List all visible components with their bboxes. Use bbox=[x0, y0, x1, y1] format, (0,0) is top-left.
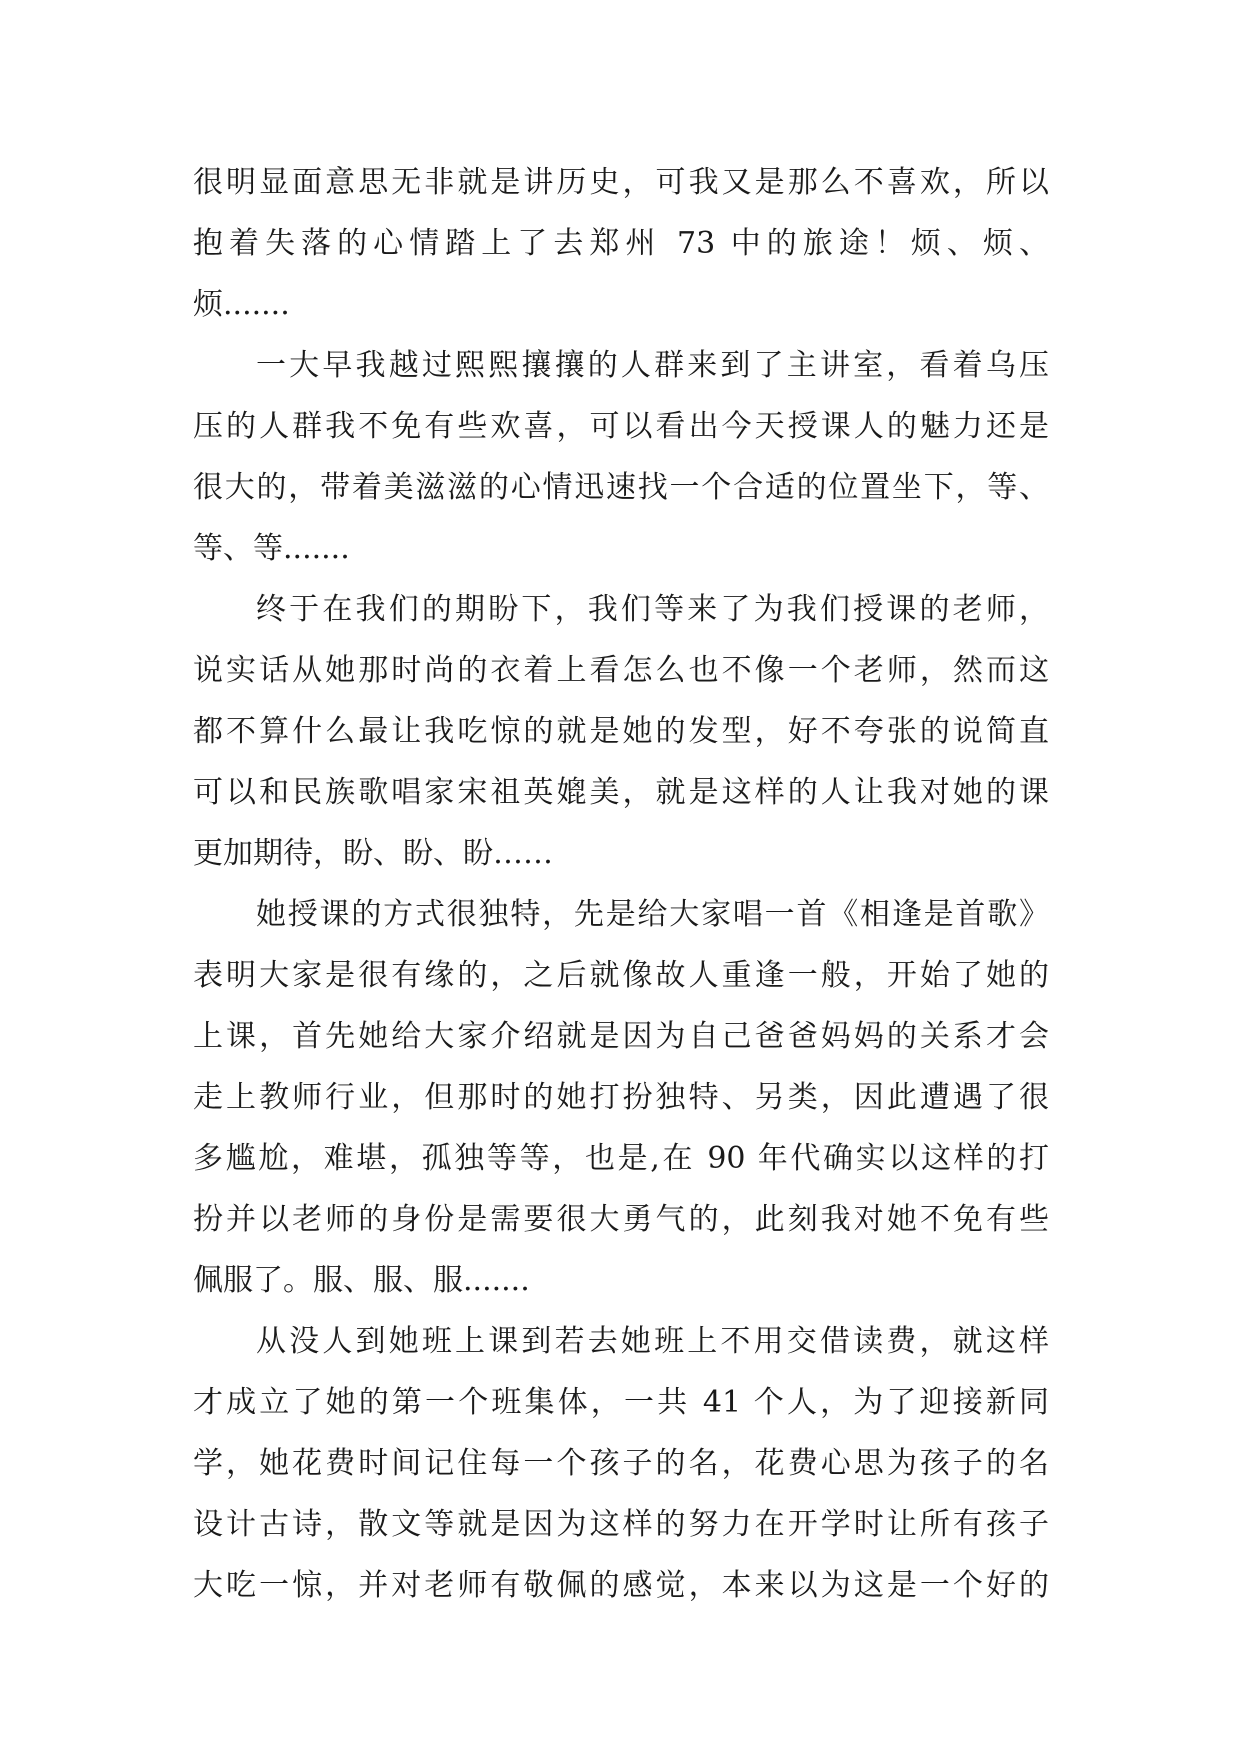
text-line: 上课，首先她给大家介绍就是因为自己爸爸妈妈的关系才会 bbox=[193, 1019, 1049, 1054]
text-line: 很大的，带着美滋滋的心情迅速找一个合适的位置坐下，等、 bbox=[193, 470, 1049, 505]
text-line: 佩服了。服、服、服....... bbox=[193, 1263, 530, 1298]
text-line: 压的人群我不免有些欢喜，可以看出今天授课人的魅力还是 bbox=[193, 409, 1049, 444]
text-line: 抱着失落的心情踏上了去郑州 73 中的旅途！烦、烦、 bbox=[193, 226, 1049, 261]
text-line: 终于在我们的期盼下，我们等来了为我们授课的老师， bbox=[256, 592, 1049, 627]
text-line: 都不算什么最让我吃惊的就是她的发型，好不夸张的说简直 bbox=[193, 714, 1049, 749]
text-line: 走上教师行业，但那时的她打扮独特、另类，因此遭遇了很 bbox=[193, 1080, 1049, 1115]
text-line: 从没人到她班上课到若去她班上不用交借读费，就这样 bbox=[256, 1324, 1049, 1359]
text-line: 可以和民族歌唱家宋祖英媲美，就是这样的人让我对她的课 bbox=[193, 775, 1049, 810]
text-line: 多尴尬，难堪，孤独等等，也是,在 90 年代确实以这样的打 bbox=[193, 1141, 1049, 1176]
text-line: 她授课的方式很独特，先是给大家唱一首《相逢是首歌》 bbox=[256, 897, 1049, 932]
text-line: 扮并以老师的身份是需要很大勇气的，此刻我对她不免有些 bbox=[193, 1202, 1049, 1237]
text-line: 很明显面意思无非就是讲历史，可我又是那么不喜欢，所以 bbox=[193, 165, 1049, 200]
document-body bbox=[193, 152, 1049, 1616]
text-line: 才成立了她的第一个班集体，一共 41 个人，为了迎接新同 bbox=[193, 1385, 1049, 1420]
text-line: 更加期待，盼、盼、盼…… bbox=[193, 836, 553, 871]
text-line: 一大早我越过熙熙攘攘的人群来到了主讲室，看着乌压 bbox=[256, 348, 1049, 383]
text-line: 大吃一惊，并对老师有敬佩的感觉，本来以为这是一个好的 bbox=[193, 1568, 1049, 1603]
text-line: 学，她花费时间记住每一个孩子的名，花费心思为孩子的名 bbox=[193, 1446, 1049, 1481]
text-line: 说实话从她那时尚的衣着上看怎么也不像一个老师，然而这 bbox=[193, 653, 1049, 688]
text-line: 等、等....... bbox=[193, 531, 350, 566]
text-line: 设计古诗，散文等就是因为这样的努力在开学时让所有孩子 bbox=[193, 1507, 1049, 1542]
text-line: 烦....... bbox=[193, 287, 290, 322]
text-line: 表明大家是很有缘的，之后就像故人重逢一般，开始了她的 bbox=[193, 958, 1049, 993]
